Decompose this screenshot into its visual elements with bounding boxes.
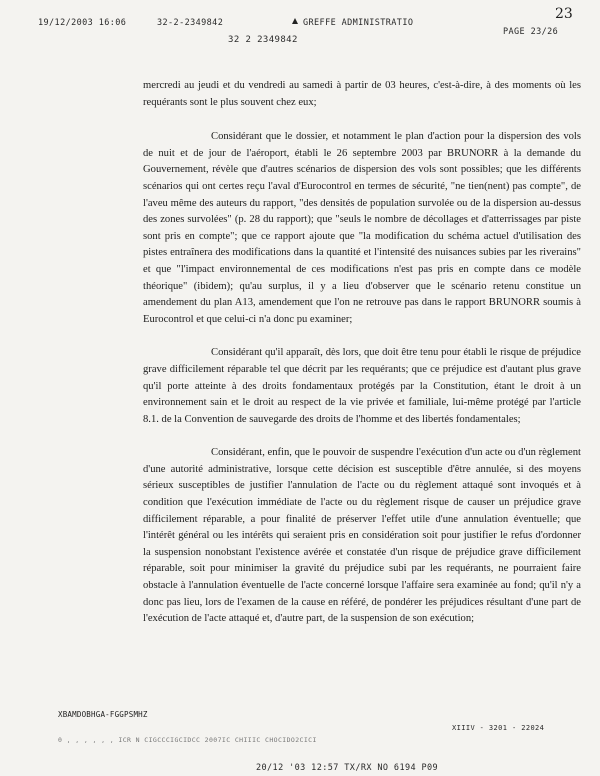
fax-footer: 20/12 '03 12:57 TX/RX NO 6194 P09 <box>256 763 439 773</box>
document-body <box>143 78 581 628</box>
paragraph-suspension: Considérant, enfin, que le pouvoir de suspendre l'exécution d'un acte ou d'un règlement d'une autorité administrative, lorsque cette décision est susceptible d'être annulée, si des moyens sérieux susceptibles de justifier l'annulation de l'acte ou du règlement attaqué sont invoqués et à condition que l'exécution immédiate de l'acte ou du règlement risque de causer un préjudice grave difficilement réparable, a pour finalité de préserver l'effet utile d'une annulation éventuelle; que l'intérêt général ou les intérêts qui seraient pris en considération soit pour justifier le refus d'ordonner la suspension nonobstant l'existence avérée et constatée d'un risque de préjudice grave difficilement réparable, soit pour minimiser la gravité du préjudice subi par les requérants, ne pourraient faire obstacle à l'annulation éventuelle de l'acte concerné lorsque l'affaire sera examinée au fond; qu'il n'y a donc pas lieu, lors de l'examen de la cause en référé, de pondérer les préjudices résultant d'une part de l'exécution de l'acte attaqué et, d'autre part, de la suspension de son exécution; <box>143 447 581 625</box>
fax-sender-name-text: GREFFE ADMINISTRATIO <box>303 18 414 28</box>
footer-right-code: XIIIV - 3201 - 22024 <box>452 724 545 732</box>
handwritten-page-number: 23 <box>555 6 573 22</box>
footer-faint-line: 0 , , , , , , ICR N CIGCCCIGCIDCC 2007IC CHIIIC CHOCIDO2CICI <box>58 736 317 744</box>
fax-sender-number: 32-2-2349842 <box>157 18 224 28</box>
continuation-paragraph: mercredi au jeudi et du vendredi au samedi à partir de 03 heures, c'est-à-dire, à des moments où les requérants sont le plus souvent chez eux; <box>143 80 581 108</box>
paragraph-prejudice: Considérant qu'il apparaît, dès lors, que doit être tenu pour établi le risque de préjudice grave difficilement réparable tel que décrit par les requérants; que ce préjudice est d'autant plus grave qu'il porte atteinte à des droits fondamentaux protégés par la Constitution, étant le droit à un environnement sain et le droit au respect de la vie privée et familiale, lui-même protégé par l'article 8.1. de la Convention de sauvegarde des droits de l'homme et des libertés fondamentales; <box>143 347 581 425</box>
paragraph-dispersion: Considérant que le dossier, et notamment le plan d'action pour la dispersion des vols de nuit et de jour de l'aéroport, établi le 26 septembre 2003 par BRUNORR à la demande du Gouvernement, révèle que d'autres scénarios de dispersion des vols sont possibles; que les différents scénarios qui ont certes reçu l'aval d'Eurocontrol en termes de sécurité, "ne tien(nent) pas compte", de l'aveu même des auteurs du rapport, "des densités de population survolée ou de la dispersion au-dessus des zones survolées" (p. 28 du rapport); que "seuls le nombre de décollages et d'atterrissages par piste sont pris en compte"; que ce rapport ajoute que "la modification du schéma actuel d'utilisation des pistes entraînera des modifications dans la quantité et l'intensité des nuisances subies par les riverains" et que "l'impact environnemental de ces modifications n'est pas pris en compte dans ce modèle théorique" (ibidem); qu'au surplus, il y a lieu d'observer que le scénario retenu constitue un amendement du plan A13, amendement que l'on ne retrouve pas dans le rapport BRUNORR soumis à Eurocontrol et que celui-ci n'a donc pu examiner; <box>143 131 581 325</box>
fax-sender-number-stamp: 32 2 2349842 <box>228 35 298 45</box>
fax-page-label: PAGE 23/26 <box>503 27 559 37</box>
footer-reference-code: XBAMDOBHGA-FGGPSMHZ <box>58 710 148 719</box>
fax-arrow-icon <box>292 18 298 24</box>
fax-datetime: 19/12/2003 16:06 <box>38 18 127 28</box>
fax-sender-name <box>292 18 413 28</box>
